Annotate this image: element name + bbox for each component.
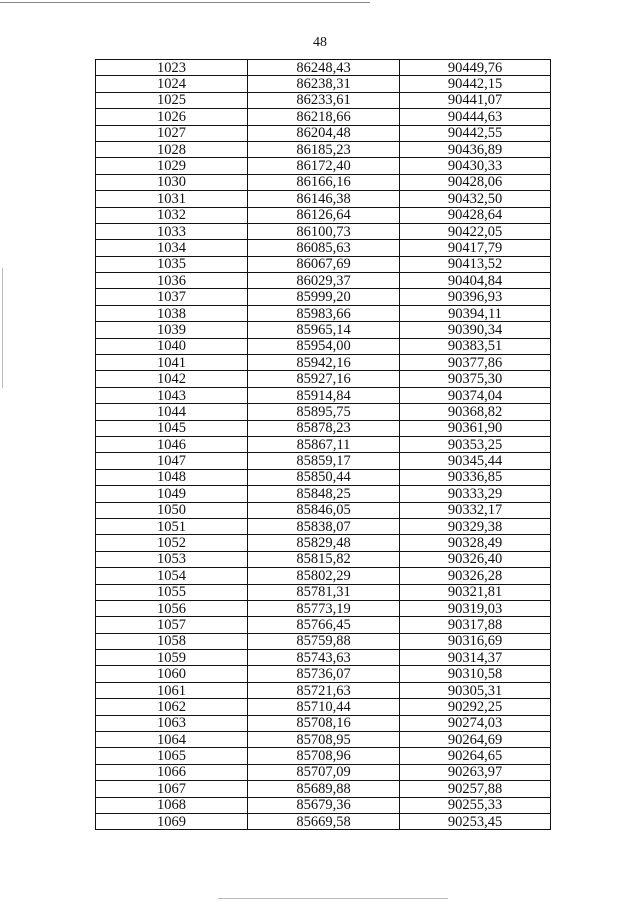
y-coordinate-cell: 90329,38 [400,518,551,534]
x-coordinate-cell: 85708,96 [248,748,400,764]
y-coordinate-cell: 90310,58 [400,666,551,682]
x-coordinate-cell: 85781,31 [248,584,400,600]
y-coordinate-cell: 90326,28 [400,568,551,584]
x-coordinate-cell: 85927,16 [248,371,400,387]
y-coordinate-cell: 90316,69 [400,633,551,649]
y-coordinate-cell: 90383,51 [400,338,551,354]
x-coordinate-cell: 86166,16 [248,174,400,190]
point-number-cell: 1066 [96,764,248,780]
point-number-cell: 1061 [96,682,248,698]
point-number-cell: 1033 [96,223,248,239]
x-coordinate-cell: 85965,14 [248,322,400,338]
point-number-cell: 1065 [96,748,248,764]
x-coordinate-cell: 85942,16 [248,355,400,371]
y-coordinate-cell: 90377,86 [400,355,551,371]
table-row [96,289,551,305]
x-coordinate-cell: 85999,20 [248,289,400,305]
point-number-cell: 1039 [96,322,248,338]
y-coordinate-cell: 90442,55 [400,125,551,141]
y-coordinate-cell: 90326,40 [400,551,551,567]
table-row [96,240,551,256]
table-row [96,420,551,436]
table-row [96,650,551,666]
point-number-cell: 1032 [96,207,248,223]
x-coordinate-cell: 85707,09 [248,764,400,780]
y-coordinate-cell: 90319,03 [400,600,551,616]
table-row [96,158,551,174]
point-number-cell: 1034 [96,240,248,256]
point-number-cell: 1053 [96,551,248,567]
table-row [96,436,551,452]
y-coordinate-cell: 90368,82 [400,404,551,420]
scan-edge-mark [2,268,3,388]
y-coordinate-cell: 90444,63 [400,109,551,125]
table-row [96,273,551,289]
x-coordinate-cell: 86085,63 [248,240,400,256]
y-coordinate-cell: 90264,69 [400,732,551,748]
x-coordinate-cell: 85850,44 [248,469,400,485]
point-number-cell: 1027 [96,125,248,141]
x-coordinate-cell: 85743,63 [248,650,400,666]
table-row [96,207,551,223]
y-coordinate-cell: 90253,45 [400,813,551,829]
table-row [96,141,551,157]
table-row [96,92,551,108]
table-row [96,617,551,633]
y-coordinate-cell: 90333,29 [400,486,551,502]
x-coordinate-cell: 85759,88 [248,633,400,649]
table-row [96,305,551,321]
point-number-cell: 1047 [96,453,248,469]
point-number-cell: 1063 [96,715,248,731]
x-coordinate-cell: 85721,63 [248,682,400,698]
point-number-cell: 1056 [96,600,248,616]
y-coordinate-cell: 90328,49 [400,535,551,551]
top-rule [0,2,370,3]
page-number: 48 [313,35,327,50]
x-coordinate-cell: 85895,75 [248,404,400,420]
table-row [96,387,551,403]
table-row [96,764,551,780]
table-row [96,256,551,272]
table-row [96,404,551,420]
x-coordinate-cell: 85859,17 [248,453,400,469]
y-coordinate-cell: 90428,06 [400,174,551,190]
x-coordinate-cell: 86218,66 [248,109,400,125]
point-number-cell: 1055 [96,584,248,600]
table-row [96,813,551,829]
point-number-cell: 1058 [96,633,248,649]
y-coordinate-cell: 90375,30 [400,371,551,387]
table-row [96,174,551,190]
table-row [96,518,551,534]
table-row [96,682,551,698]
point-number-cell: 1031 [96,191,248,207]
table-row [96,355,551,371]
x-coordinate-cell: 86172,40 [248,158,400,174]
point-number-cell: 1059 [96,650,248,666]
point-number-cell: 1052 [96,535,248,551]
point-number-cell: 1026 [96,109,248,125]
point-number-cell: 1045 [96,420,248,436]
table-row [96,109,551,125]
table-row [96,551,551,567]
point-number-cell: 1041 [96,355,248,371]
coordinates-table-body [96,60,551,830]
point-number-cell: 1054 [96,568,248,584]
y-coordinate-cell: 90314,37 [400,650,551,666]
table-row [96,322,551,338]
x-coordinate-cell: 85802,29 [248,568,400,584]
point-number-cell: 1035 [96,256,248,272]
point-number-cell: 1028 [96,141,248,157]
point-number-cell: 1069 [96,813,248,829]
y-coordinate-cell: 90321,81 [400,584,551,600]
point-number-cell: 1044 [96,404,248,420]
table-row [96,732,551,748]
y-coordinate-cell: 90442,15 [400,76,551,92]
table-row [96,666,551,682]
point-number-cell: 1048 [96,469,248,485]
table-row [96,748,551,764]
y-coordinate-cell: 90441,07 [400,92,551,108]
table-row [96,584,551,600]
x-coordinate-cell: 85829,48 [248,535,400,551]
table-row [96,633,551,649]
point-number-cell: 1042 [96,371,248,387]
x-coordinate-cell: 85689,88 [248,781,400,797]
table-row [96,469,551,485]
x-coordinate-cell: 86029,37 [248,273,400,289]
point-number-cell: 1029 [96,158,248,174]
x-coordinate-cell: 85766,45 [248,617,400,633]
y-coordinate-cell: 90292,25 [400,699,551,715]
y-coordinate-cell: 90257,88 [400,781,551,797]
x-coordinate-cell: 85679,36 [248,797,400,813]
table-row [96,453,551,469]
y-coordinate-cell: 90422,05 [400,223,551,239]
table-row [96,781,551,797]
x-coordinate-cell: 85846,05 [248,502,400,518]
point-number-cell: 1049 [96,486,248,502]
table-row [96,338,551,354]
y-coordinate-cell: 90449,76 [400,60,551,76]
table-row [96,535,551,551]
table-row [96,223,551,239]
x-coordinate-cell: 85838,07 [248,518,400,534]
point-number-cell: 1037 [96,289,248,305]
point-number-cell: 1040 [96,338,248,354]
point-number-cell: 1046 [96,436,248,452]
point-number-cell: 1062 [96,699,248,715]
y-coordinate-cell: 90305,31 [400,682,551,698]
point-number-cell: 1024 [96,76,248,92]
table-row [96,125,551,141]
x-coordinate-cell: 85736,07 [248,666,400,682]
point-number-cell: 1068 [96,797,248,813]
x-coordinate-cell: 86238,31 [248,76,400,92]
x-coordinate-cell: 85669,58 [248,813,400,829]
y-coordinate-cell: 90274,03 [400,715,551,731]
table-row [96,699,551,715]
table-row [96,371,551,387]
table-row [96,191,551,207]
x-coordinate-cell: 86067,69 [248,256,400,272]
y-coordinate-cell: 90428,64 [400,207,551,223]
y-coordinate-cell: 90404,84 [400,273,551,289]
point-number-cell: 1023 [96,60,248,76]
x-coordinate-cell: 85708,95 [248,732,400,748]
x-coordinate-cell: 86126,64 [248,207,400,223]
x-coordinate-cell: 86248,43 [248,60,400,76]
x-coordinate-cell: 85867,11 [248,436,400,452]
point-number-cell: 1064 [96,732,248,748]
x-coordinate-cell: 85710,44 [248,699,400,715]
y-coordinate-cell: 90336,85 [400,469,551,485]
table-row [96,486,551,502]
x-coordinate-cell: 85983,66 [248,305,400,321]
x-coordinate-cell: 86185,23 [248,141,400,157]
x-coordinate-cell: 85848,25 [248,486,400,502]
y-coordinate-cell: 90317,88 [400,617,551,633]
y-coordinate-cell: 90436,89 [400,141,551,157]
y-coordinate-cell: 90353,25 [400,436,551,452]
point-number-cell: 1060 [96,666,248,682]
table-row [96,76,551,92]
x-coordinate-cell: 86233,61 [248,92,400,108]
x-coordinate-cell: 85708,16 [248,715,400,731]
point-number-cell: 1051 [96,518,248,534]
table-row [96,600,551,616]
table-row [96,715,551,731]
point-number-cell: 1038 [96,305,248,321]
bottom-rule [218,898,448,899]
table-row [96,797,551,813]
x-coordinate-cell: 86204,48 [248,125,400,141]
point-number-cell: 1036 [96,273,248,289]
x-coordinate-cell: 86100,73 [248,223,400,239]
point-number-cell: 1067 [96,781,248,797]
point-number-cell: 1043 [96,387,248,403]
x-coordinate-cell: 85878,23 [248,420,400,436]
x-coordinate-cell: 85914,84 [248,387,400,403]
y-coordinate-cell: 90390,34 [400,322,551,338]
y-coordinate-cell: 90374,04 [400,387,551,403]
y-coordinate-cell: 90432,50 [400,191,551,207]
y-coordinate-cell: 90264,65 [400,748,551,764]
x-coordinate-cell: 86146,38 [248,191,400,207]
y-coordinate-cell: 90345,44 [400,453,551,469]
x-coordinate-cell: 85815,82 [248,551,400,567]
y-coordinate-cell: 90332,17 [400,502,551,518]
point-number-cell: 1025 [96,92,248,108]
y-coordinate-cell: 90396,93 [400,289,551,305]
y-coordinate-cell: 90255,33 [400,797,551,813]
x-coordinate-cell: 85954,00 [248,338,400,354]
coordinates-table [95,59,551,830]
y-coordinate-cell: 90361,90 [400,420,551,436]
y-coordinate-cell: 90417,79 [400,240,551,256]
y-coordinate-cell: 90394,11 [400,305,551,321]
y-coordinate-cell: 90263,97 [400,764,551,780]
y-coordinate-cell: 90430,33 [400,158,551,174]
table-row [96,502,551,518]
x-coordinate-cell: 85773,19 [248,600,400,616]
point-number-cell: 1050 [96,502,248,518]
y-coordinate-cell: 90413,52 [400,256,551,272]
table-row [96,568,551,584]
point-number-cell: 1030 [96,174,248,190]
point-number-cell: 1057 [96,617,248,633]
table-row [96,60,551,76]
